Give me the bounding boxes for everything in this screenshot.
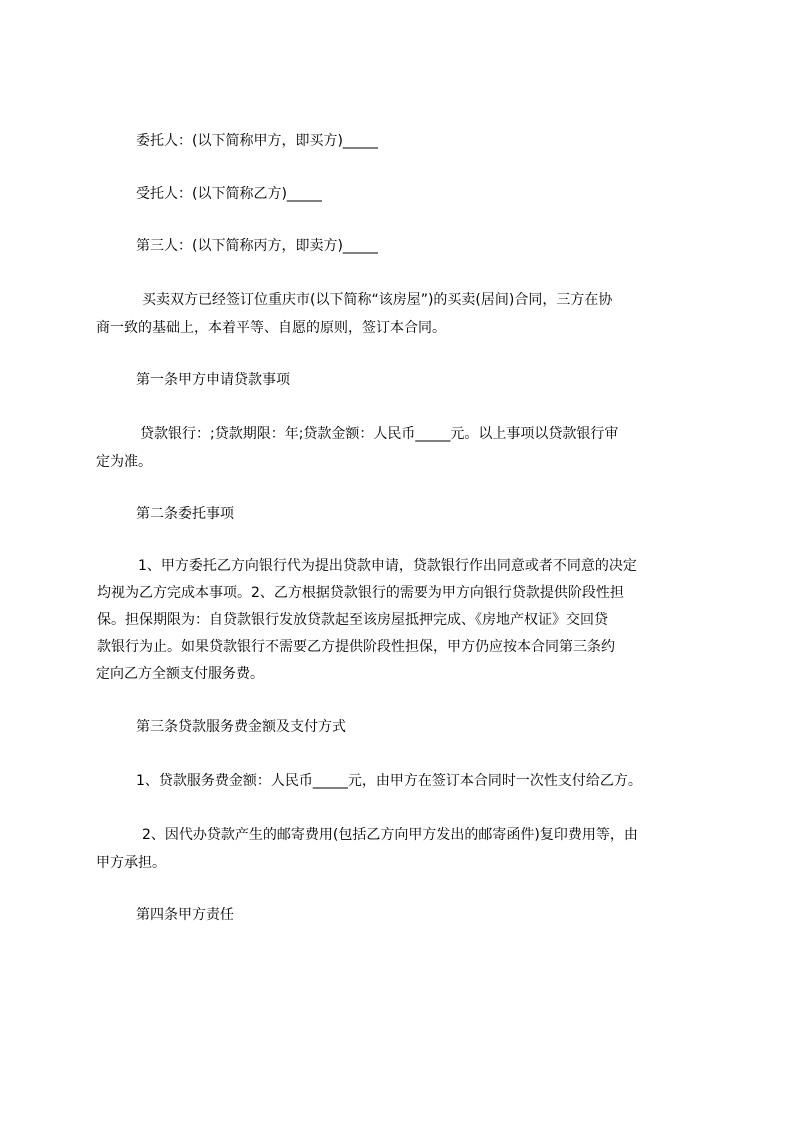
article-2-title: 第二条委托事项 — [136, 506, 234, 522]
article-3-item-2-line: 甲方承担。 — [96, 855, 166, 871]
third-party-line: 第三人：(以下简称丙方，即卖方)_____ — [136, 238, 378, 254]
article-1-title: 第一条甲方申请贷款事项 — [136, 372, 290, 388]
article-3-item-2-line: 2、因代办贷款产生的邮寄费用(包括乙方向甲方发出的邮寄函件)复印费用等，由 — [142, 827, 638, 843]
article-2-line: 均视为乙方完成本事项。2、乙方根据贷款银行的需要为甲方向银行贷款提供阶段性担 — [97, 585, 624, 601]
client-line: 委托人：(以下简称甲方，即买方)_____ — [136, 133, 378, 149]
agent-line: 受托人：(以下简称乙方)_____ — [136, 186, 322, 202]
article-2-line: 款银行为止。如果贷款银行不需要乙方提供阶段性担保，甲方仍应按本合同第三条约 — [97, 639, 615, 655]
article-3-title: 第三条贷款服务费金额及支付方式 — [136, 719, 346, 735]
intro-line: 买卖双方已经签订位重庆市(以下简称“该房屋”)的买卖(居间)合同，三方在协 — [142, 292, 613, 308]
article-1-line: 定为准。 — [96, 454, 152, 470]
article-4-title: 第四条甲方责任 — [136, 907, 234, 923]
article-2-line: 定向乙方全额支付服务费。 — [96, 666, 264, 682]
article-2-line: 1、甲方委托乙方向银行代为提出贷款申请，贷款银行作出同意或者不同意的决定 — [138, 558, 637, 574]
article-3-item-1: 1、贷款服务费金额：人民币_____元，由甲方在签订本合同时一次性支付给乙方。 — [136, 773, 642, 789]
intro-line: 商一致的基础上，本着平等、自愿的原则，签订本合同。 — [96, 320, 446, 336]
article-2-line: 保。担保期限为：自贷款银行发放贷款起至该房屋抵押完成、《房地产权证》交回贷 — [97, 612, 608, 628]
article-1-line: 贷款银行：;贷款期限：年;贷款金额：人民币_____元。以上事项以贷款银行审 — [140, 426, 619, 442]
